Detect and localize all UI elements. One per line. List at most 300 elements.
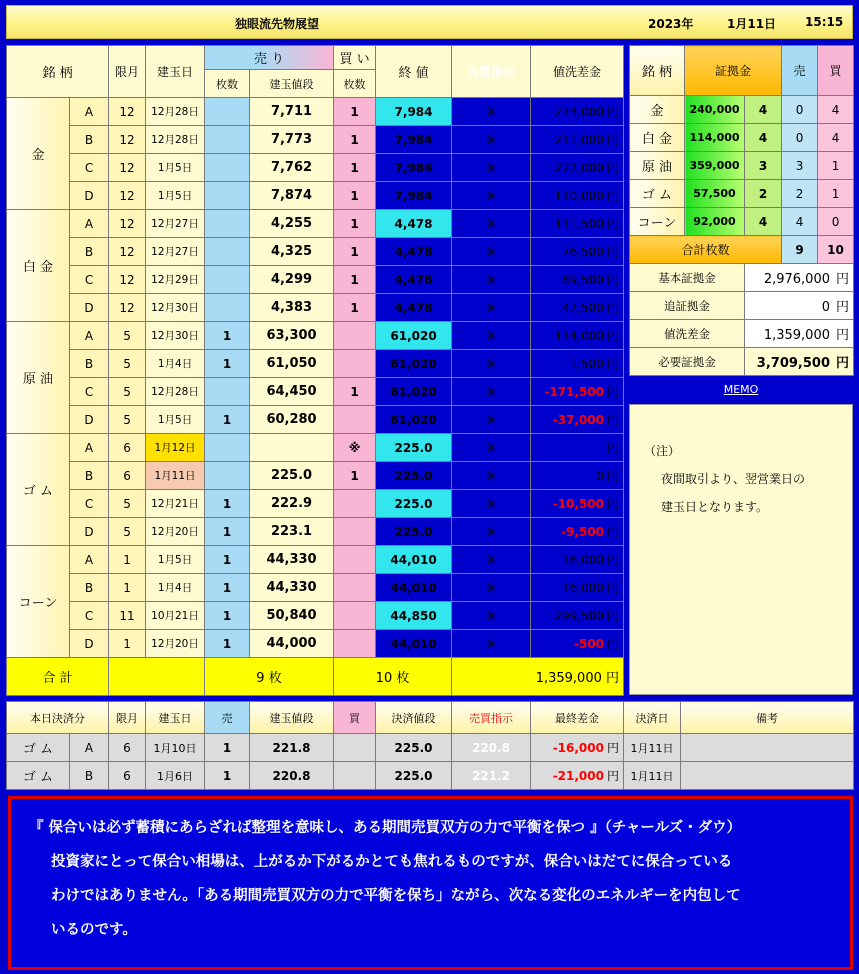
row-buy-sheets bbox=[334, 518, 376, 546]
row-price: 60,280 bbox=[250, 406, 334, 434]
margin-summary-row bbox=[630, 348, 854, 376]
margin-buy: 0 bbox=[818, 208, 854, 236]
row-sell-sheets: 1 bbox=[205, 546, 250, 574]
row-open-date: 12月20日 bbox=[146, 630, 205, 658]
margin-count: 4 bbox=[745, 96, 782, 124]
row-limit: 1 bbox=[109, 574, 146, 602]
row-price: 63,300 bbox=[250, 322, 334, 350]
row-open-date: 12月30日 bbox=[146, 294, 205, 322]
row-limit: 11 bbox=[109, 602, 146, 630]
settled-date: 1月11日 bbox=[624, 762, 681, 790]
row-diff bbox=[531, 210, 624, 238]
row-diff bbox=[531, 546, 624, 574]
settled-price: 221.8 bbox=[250, 734, 334, 762]
row-buy-sheets: 1 bbox=[334, 182, 376, 210]
row-label: D bbox=[70, 630, 109, 658]
row-order: ※ bbox=[452, 490, 531, 518]
margin-amount: 92,000 bbox=[685, 208, 745, 236]
row-order: ※ bbox=[452, 266, 531, 294]
margin-brand: 原 油 bbox=[630, 152, 685, 180]
row-sell-sheets bbox=[205, 266, 250, 294]
row-buy-sheets bbox=[334, 630, 376, 658]
diff-value: 16,000 bbox=[562, 553, 605, 567]
row-label: B bbox=[70, 574, 109, 602]
diff-unit: 円 bbox=[607, 245, 620, 259]
quote-box bbox=[8, 796, 853, 970]
row-price: 7,711 bbox=[250, 98, 334, 126]
margin-sell: 2 bbox=[782, 180, 818, 208]
row-diff bbox=[531, 574, 624, 602]
diff-value: 47,500 bbox=[562, 301, 605, 315]
row-order: ※ bbox=[452, 518, 531, 546]
diff-unit: 円 bbox=[607, 469, 620, 483]
row-label: D bbox=[70, 406, 109, 434]
settled-body bbox=[7, 734, 854, 790]
row-open-date: 1月5日 bbox=[146, 546, 205, 574]
header-buy-sheets: 枚数 bbox=[334, 70, 376, 98]
margin-body bbox=[630, 96, 854, 236]
diff-unit: 円 bbox=[607, 497, 620, 511]
position-row bbox=[7, 378, 624, 406]
margin-sell: 0 bbox=[782, 96, 818, 124]
diff-unit: 円 bbox=[607, 525, 620, 539]
margin-count: 2 bbox=[745, 180, 782, 208]
diff-value: 222,000 bbox=[554, 161, 605, 175]
row-buy-sheets bbox=[334, 602, 376, 630]
row-open-date: 12月21日 bbox=[146, 490, 205, 518]
row-close: 225.0 bbox=[376, 490, 452, 518]
row-close: 4,478 bbox=[376, 210, 452, 238]
row-buy-sheets bbox=[334, 490, 376, 518]
position-row bbox=[7, 322, 624, 350]
margin-sell: 4 bbox=[782, 208, 818, 236]
row-limit: 12 bbox=[109, 266, 146, 294]
margin-row bbox=[630, 124, 854, 152]
settled-header-cell: 最終差金 bbox=[531, 702, 624, 734]
header-buy: 買 い bbox=[334, 46, 376, 70]
row-close: 225.0 bbox=[376, 462, 452, 490]
group-name: コーン bbox=[7, 546, 70, 658]
settled-final-value: -21,000 bbox=[552, 769, 604, 783]
margin-brand: コーン bbox=[630, 208, 685, 236]
position-row bbox=[7, 462, 624, 490]
row-close: 44,850 bbox=[376, 602, 452, 630]
row-diff bbox=[531, 322, 624, 350]
diff-unit: 円 bbox=[607, 189, 620, 203]
row-sell-sheets: 1 bbox=[205, 602, 250, 630]
row-open-date: 1月4日 bbox=[146, 350, 205, 378]
row-price: 223.1 bbox=[250, 518, 334, 546]
diff-unit: 円 bbox=[607, 385, 620, 399]
position-row bbox=[7, 490, 624, 518]
row-limit: 1 bbox=[109, 546, 146, 574]
position-row bbox=[7, 98, 624, 126]
row-order: ※ bbox=[452, 406, 531, 434]
quote-line-4: いるのです。 bbox=[51, 922, 137, 938]
row-label: B bbox=[70, 238, 109, 266]
row-sell-sheets: 1 bbox=[205, 518, 250, 546]
margin-header-margin: 証拠金 bbox=[685, 46, 782, 96]
summary-label: 基本証拠金 bbox=[630, 264, 745, 292]
row-buy-sheets bbox=[334, 322, 376, 350]
settled-buy bbox=[334, 762, 376, 790]
settled-limit: 6 bbox=[109, 734, 146, 762]
margin-brand: ゴ ム bbox=[630, 180, 685, 208]
row-sell-sheets bbox=[205, 182, 250, 210]
row-buy-sheets: 1 bbox=[334, 238, 376, 266]
settled-header-cell: 限月 bbox=[109, 702, 146, 734]
settled-brand: ゴ ム bbox=[7, 734, 70, 762]
summary-value bbox=[745, 292, 854, 320]
row-sell-sheets bbox=[205, 462, 250, 490]
row-price: 4,383 bbox=[250, 294, 334, 322]
quote-line-1: 『 保合いは必ず蓄積にあらざれば整理を意味し、ある期間売買双方の力で平衡を保つ 』（チャールズ・ダウ） bbox=[29, 820, 742, 836]
row-limit: 5 bbox=[109, 378, 146, 406]
row-label: A bbox=[70, 546, 109, 574]
row-close: 61,020 bbox=[376, 322, 452, 350]
row-diff bbox=[531, 490, 624, 518]
diff-unit: 円 bbox=[607, 133, 620, 147]
total-buy-unit: 枚 bbox=[396, 671, 410, 686]
margin-summary bbox=[630, 264, 854, 376]
positions-table bbox=[6, 45, 624, 696]
row-open-date: 12月28日 bbox=[146, 378, 205, 406]
row-order: ※ bbox=[452, 546, 531, 574]
row-close: 225.0 bbox=[376, 518, 452, 546]
row-limit: 6 bbox=[109, 462, 146, 490]
total-value: 1,359,000 bbox=[535, 671, 602, 686]
row-buy-sheets: 1 bbox=[334, 154, 376, 182]
row-close: 44,010 bbox=[376, 546, 452, 574]
row-sell-sheets: 1 bbox=[205, 630, 250, 658]
row-price: 4,325 bbox=[250, 238, 334, 266]
row-open-date: 10月21日 bbox=[146, 602, 205, 630]
quote-line-3: わけではありません。「ある期間売買双方の力で平衡を保ち」ながら、次なる変化のエネルギーを内包して bbox=[51, 888, 741, 904]
summary-unit: 円 bbox=[836, 356, 850, 371]
diff-value: 0 bbox=[596, 469, 605, 483]
position-row bbox=[7, 154, 624, 182]
row-price: 7,874 bbox=[250, 182, 334, 210]
position-row bbox=[7, 210, 624, 238]
row-diff bbox=[531, 518, 624, 546]
diff-value: -171,500 bbox=[544, 385, 605, 399]
summary-label: 必要証拠金 bbox=[630, 348, 745, 376]
margin-buy: 1 bbox=[818, 180, 854, 208]
diff-value: 1,500 bbox=[569, 357, 605, 371]
row-order: ※ bbox=[452, 574, 531, 602]
row-price: 61,050 bbox=[250, 350, 334, 378]
quote-line-2: 投資家にとって保合い相場は、上がるか下がるかとても焦れるものですが、保合いはだてに保合っている bbox=[51, 854, 733, 870]
margin-buy: 4 bbox=[818, 124, 854, 152]
row-limit: 5 bbox=[109, 490, 146, 518]
row-buy-sheets: 1 bbox=[334, 294, 376, 322]
margin-count: 4 bbox=[745, 208, 782, 236]
row-limit: 12 bbox=[109, 238, 146, 266]
row-buy-sheets bbox=[334, 574, 376, 602]
row-diff bbox=[531, 630, 624, 658]
settled-final-unit: 円 bbox=[606, 741, 619, 755]
row-open-date: 1月11日 bbox=[146, 462, 205, 490]
settled-open-date: 1月6日 bbox=[146, 762, 205, 790]
row-sell-sheets bbox=[205, 126, 250, 154]
position-row bbox=[7, 602, 624, 630]
memo-line-1: （注） bbox=[644, 444, 681, 458]
row-limit: 12 bbox=[109, 126, 146, 154]
row-price: 50,840 bbox=[250, 602, 334, 630]
diff-unit: 円 bbox=[607, 273, 620, 287]
settled-header-cell: 本日決済分 bbox=[7, 702, 109, 734]
row-diff bbox=[531, 238, 624, 266]
row-close: 7,984 bbox=[376, 182, 452, 210]
title-time: 15:15 bbox=[805, 15, 844, 29]
row-open-date: 1月12日 bbox=[146, 434, 205, 462]
total-buy: 10 bbox=[375, 671, 393, 686]
row-diff bbox=[531, 462, 624, 490]
summary-label: 追証拠金 bbox=[630, 292, 745, 320]
header-limit: 限月 bbox=[109, 46, 146, 98]
summary-value bbox=[745, 348, 854, 376]
row-buy-sheets: 1 bbox=[334, 462, 376, 490]
diff-unit: 円 bbox=[607, 637, 620, 651]
margin-count: 3 bbox=[745, 152, 782, 180]
row-label: A bbox=[70, 434, 109, 462]
row-diff bbox=[531, 154, 624, 182]
position-row bbox=[7, 546, 624, 574]
title-date: 1月11日 bbox=[727, 17, 777, 31]
diff-value: -9,500 bbox=[561, 525, 605, 539]
header-price: 建玉値段 bbox=[250, 70, 334, 98]
row-close: 4,478 bbox=[376, 266, 452, 294]
margin-row bbox=[630, 208, 854, 236]
row-open-date: 12月30日 bbox=[146, 322, 205, 350]
memo-bar bbox=[629, 376, 853, 402]
row-close: 4,478 bbox=[376, 294, 452, 322]
row-limit: 5 bbox=[109, 322, 146, 350]
row-diff bbox=[531, 350, 624, 378]
row-price: 44,330 bbox=[250, 574, 334, 602]
row-diff bbox=[531, 98, 624, 126]
group-name: 原 油 bbox=[7, 322, 70, 434]
row-sell-sheets bbox=[205, 378, 250, 406]
diff-value: 299,500 bbox=[554, 609, 605, 623]
margin-buy: 4 bbox=[818, 96, 854, 124]
settled-header-cell: 決済日 bbox=[624, 702, 681, 734]
row-price: 4,299 bbox=[250, 266, 334, 294]
row-price: 44,330 bbox=[250, 546, 334, 574]
row-label: D bbox=[70, 518, 109, 546]
position-row bbox=[7, 182, 624, 210]
row-open-date: 12月27日 bbox=[146, 210, 205, 238]
margin-header-brand: 銘 柄 bbox=[630, 46, 685, 96]
settled-table bbox=[6, 701, 854, 790]
summary-value bbox=[745, 320, 854, 348]
diff-value: 89,500 bbox=[562, 273, 605, 287]
margin-count-label: 合計枚数 bbox=[630, 236, 782, 264]
row-buy-sheets: 1 bbox=[334, 378, 376, 406]
settled-note bbox=[681, 762, 854, 790]
row-price: 44,000 bbox=[250, 630, 334, 658]
settled-open-date: 1月10日 bbox=[146, 734, 205, 762]
row-buy-sheets: ※ bbox=[334, 434, 376, 462]
row-sell-sheets bbox=[205, 154, 250, 182]
row-limit: 12 bbox=[109, 294, 146, 322]
settled-order: 220.8 bbox=[452, 734, 531, 762]
header-brand: 銘 柄 bbox=[7, 46, 109, 98]
row-open-date: 12月27日 bbox=[146, 238, 205, 266]
row-close: 225.0 bbox=[376, 434, 452, 462]
margin-summary-row bbox=[630, 320, 854, 348]
header-order: 売買指示 bbox=[452, 46, 531, 98]
settled-final bbox=[531, 762, 624, 790]
settled-row bbox=[7, 762, 854, 790]
row-open-date: 12月28日 bbox=[146, 98, 205, 126]
group-name: 白 金 bbox=[7, 210, 70, 322]
margin-brand: 金 bbox=[630, 96, 685, 124]
settled-close: 225.0 bbox=[376, 762, 452, 790]
row-open-date: 1月5日 bbox=[146, 406, 205, 434]
row-limit: 5 bbox=[109, 350, 146, 378]
total-value-unit: 円 bbox=[606, 671, 620, 686]
margin-count-sell: 9 bbox=[782, 236, 818, 264]
group-name: ゴ ム bbox=[7, 434, 70, 546]
summary-unit: 円 bbox=[836, 300, 850, 315]
position-row bbox=[7, 238, 624, 266]
row-label: C bbox=[70, 602, 109, 630]
summary-unit: 円 bbox=[836, 272, 850, 287]
row-close: 7,984 bbox=[376, 98, 452, 126]
margin-amount: 240,000 bbox=[685, 96, 745, 124]
memo-link[interactable]: MEMO bbox=[723, 383, 759, 396]
diff-unit: 円 bbox=[607, 609, 620, 623]
margin-row bbox=[630, 96, 854, 124]
settled-final-value: -16,000 bbox=[552, 741, 604, 755]
position-row bbox=[7, 434, 624, 462]
row-limit: 5 bbox=[109, 518, 146, 546]
settled-row bbox=[7, 734, 854, 762]
row-diff bbox=[531, 378, 624, 406]
row-label: C bbox=[70, 490, 109, 518]
row-order: ※ bbox=[452, 210, 531, 238]
row-sell-sheets bbox=[205, 238, 250, 266]
row-order: ※ bbox=[452, 126, 531, 154]
settled-note bbox=[681, 734, 854, 762]
position-row bbox=[7, 126, 624, 154]
diff-unit: 円 bbox=[607, 217, 620, 231]
row-order: ※ bbox=[452, 238, 531, 266]
header-diff: 値洗差金 bbox=[531, 46, 624, 98]
row-open-date: 12月28日 bbox=[146, 126, 205, 154]
margin-header-sell: 売 bbox=[782, 46, 818, 96]
row-order: ※ bbox=[452, 182, 531, 210]
row-price: 222.9 bbox=[250, 490, 334, 518]
row-price: 4,255 bbox=[250, 210, 334, 238]
row-open-date: 12月29日 bbox=[146, 266, 205, 294]
row-order: ※ bbox=[452, 322, 531, 350]
row-sell-sheets: 1 bbox=[205, 406, 250, 434]
row-limit: 12 bbox=[109, 98, 146, 126]
row-order: ※ bbox=[452, 350, 531, 378]
row-limit: 5 bbox=[109, 406, 146, 434]
settled-sell: 1 bbox=[205, 762, 250, 790]
memo-box bbox=[629, 404, 853, 695]
row-order: ※ bbox=[452, 630, 531, 658]
summary-unit: 円 bbox=[836, 328, 850, 343]
group-name: 金 bbox=[7, 98, 70, 210]
summary-value bbox=[745, 264, 854, 292]
row-diff bbox=[531, 266, 624, 294]
position-row bbox=[7, 630, 624, 658]
diff-value: -37,000 bbox=[552, 413, 605, 427]
diff-unit: 円 bbox=[607, 161, 620, 175]
row-label: B bbox=[70, 126, 109, 154]
row-limit: 12 bbox=[109, 210, 146, 238]
page-title: 独眼流先物展望 bbox=[235, 17, 320, 31]
row-close: 61,020 bbox=[376, 350, 452, 378]
row-price: 7,773 bbox=[250, 126, 334, 154]
diff-value: -10,500 bbox=[552, 497, 605, 511]
total-sell-unit: 枚 bbox=[268, 671, 282, 686]
row-label: A bbox=[70, 98, 109, 126]
settled-header-cell: 売買指示 bbox=[452, 702, 531, 734]
summary-amount: 2,976,000 bbox=[763, 272, 830, 287]
row-buy-sheets: 1 bbox=[334, 266, 376, 294]
row-label: A bbox=[70, 210, 109, 238]
summary-amount: 1,359,000 bbox=[763, 328, 830, 343]
diff-value: 76,500 bbox=[562, 245, 605, 259]
memo-line-3: 建玉日となります。 bbox=[661, 500, 769, 514]
margin-sell: 3 bbox=[782, 152, 818, 180]
positions-body bbox=[7, 98, 624, 658]
row-buy-sheets bbox=[334, 350, 376, 378]
settled-price: 220.8 bbox=[250, 762, 334, 790]
row-label: C bbox=[70, 154, 109, 182]
settled-final bbox=[531, 734, 624, 762]
diff-unit: 円 bbox=[607, 441, 620, 455]
row-label: D bbox=[70, 182, 109, 210]
row-diff bbox=[531, 126, 624, 154]
diff-value: 16,000 bbox=[562, 581, 605, 595]
settled-header-cell: 売 bbox=[205, 702, 250, 734]
settled-header-cell: 買 bbox=[334, 702, 376, 734]
row-sell-sheets bbox=[205, 210, 250, 238]
position-row bbox=[7, 294, 624, 322]
settled-label: B bbox=[70, 762, 109, 790]
margin-amount: 57,500 bbox=[685, 180, 745, 208]
diff-value: -500 bbox=[573, 637, 605, 651]
row-limit: 12 bbox=[109, 154, 146, 182]
summary-amount: 3,709,500 bbox=[756, 356, 830, 371]
row-close: 44,010 bbox=[376, 574, 452, 602]
row-buy-sheets: 1 bbox=[334, 210, 376, 238]
row-limit: 6 bbox=[109, 434, 146, 462]
header-open-date: 建玉日 bbox=[146, 46, 205, 98]
settled-date: 1月11日 bbox=[624, 734, 681, 762]
header-sell: 売 り bbox=[205, 46, 334, 70]
row-label: B bbox=[70, 462, 109, 490]
settled-header-cell: 建玉値段 bbox=[250, 702, 334, 734]
row-diff bbox=[531, 182, 624, 210]
position-row bbox=[7, 350, 624, 378]
position-row bbox=[7, 518, 624, 546]
margin-row bbox=[630, 180, 854, 208]
row-open-date: 1月5日 bbox=[146, 154, 205, 182]
settled-order: 221.2 bbox=[452, 762, 531, 790]
row-sell-sheets: 1 bbox=[205, 574, 250, 602]
title-year: 2023年 bbox=[648, 17, 694, 31]
row-close: 7,984 bbox=[376, 126, 452, 154]
row-price: 64,450 bbox=[250, 378, 334, 406]
row-price: 7,762 bbox=[250, 154, 334, 182]
